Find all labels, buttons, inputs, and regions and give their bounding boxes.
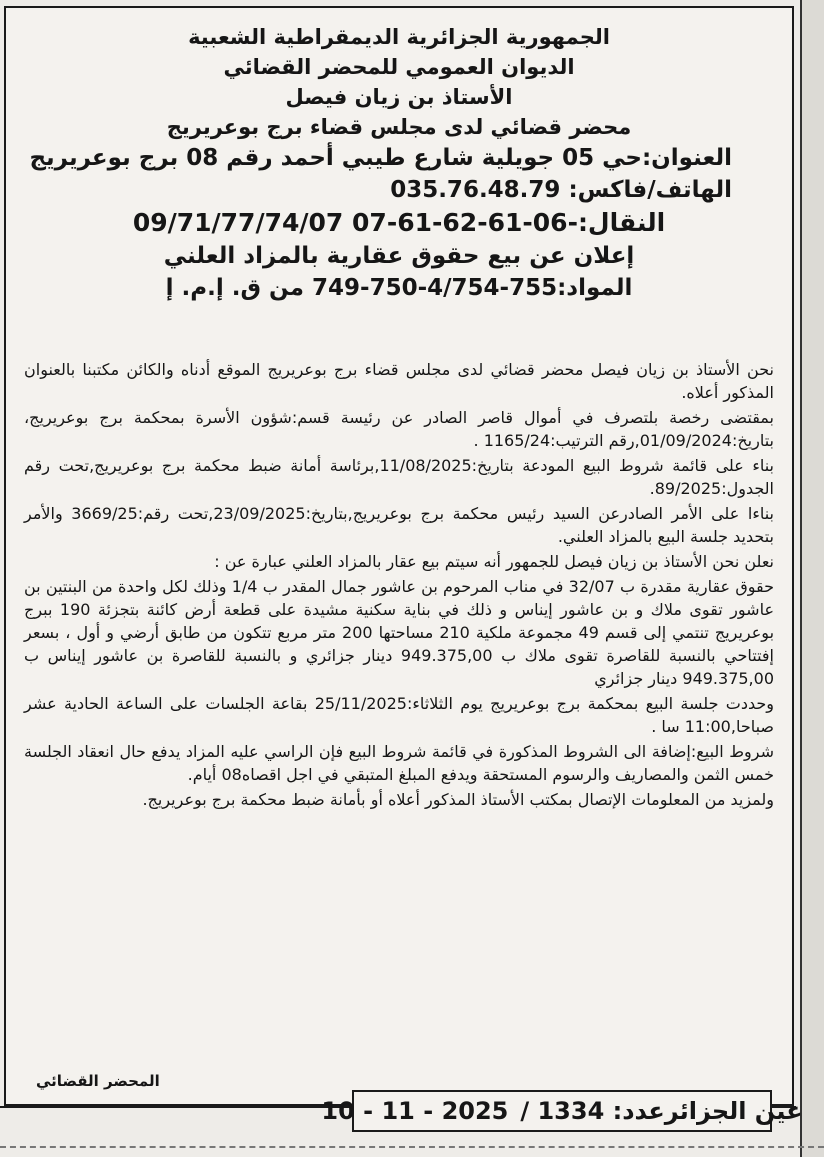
issue-date: 2025 - 11 - 10 [321,1097,509,1125]
paragraph-contact: ولمزيد من المعلومات الإتصال بمكتب الأستاذ المذكور أعلاه أو بأمانة ضبط محكمة برج بوعريريج. [142,790,774,809]
phone-fax-line: الهاتف/فاكس: 035.76.48.79 [390,177,732,203]
signature-label: المحضر القضائي [36,1072,160,1090]
office-title: الديوان العمومي للمحضر القضائي [223,55,575,79]
paragraph-sale-terms: شروط البيع:إضافة الى الشروط المذكورة في قائمة شروط البيع فإن الراسي عليه المزاد يدفع حال انعقاد الجلسة خمس الثمن والمصاريف والرسوم المستحقة ويدفع المبلغ المتبقي في اجل اقصاه08 أيام. [24,742,774,784]
paragraph-session: وحددت جلسة البيع بمحكمة برج بوعريريج يوم الثلاثاء:25/11/2025 بقاعة الجلسات على الساعة الحادية عشر صباحا,11:00 سا . [24,694,774,736]
address-line: العنوان:حي 05 جويلية شارع طيبي أحمد رقم 08 برج بوعريريج [29,145,732,171]
divider [0,1106,352,1108]
adjacent-page-edge [800,0,824,1157]
republic-title: الجمهورية الجزائرية الديمقراطية الشعبية [188,25,610,49]
legal-notice [4,6,794,1106]
mobile-line: النقال:-06-61-62-61-07 09/71/77/74/07 [132,208,666,237]
notice-title: إعلان عن بيع حقوق عقارية بالمزاد العلني [163,243,635,269]
bailiff-role: محضر قضائي لدى مجلس قضاء برج بوعريريج [166,115,632,139]
paragraph-announcement: نعلن نحن الأستاذ بن زيان فيصل للجمهور أنه سيتم بيع عقار بالمزاد العلني عبارة عن : [214,552,774,571]
cut-line [0,1146,824,1148]
paragraph-intro: نحن الأستاذ بن زيان فيصل محضر قضائي لدى مجلس قضاء برج بوعريريج الموقع أدناه والكائن مكتبنا بالعنوان المذكور أعلاه. [24,360,774,402]
bailiff-name: الأستاذ بن زيان فيصل [285,85,513,109]
legal-articles: المواد:755-4/754-750-749 من ق. إ.م. إ [165,275,633,301]
issue-box [321,1090,803,1132]
paragraph-property: حقوق عقارية مقدرة ب 32/07 في مناب المرحوم بن عاشور جمال المقدر ب 1/4 وذلك لكل واحدة من البنتين بن عاشور تقوى ملاك و بن عاشور إيناس و ذلك في بناية سكنية مشيدة على قطعة أرض كائنة بتجزئة 190 ببرج بوعريريج تنتمي إلى قسم 49 مجموعة ملكية 210 مساحتها 200 متر مربع تتكون من طابق أرضي و أول ، بسعر إفتتاحي بالنسبة للقاصرة تقوى ملاك ب 949.375,00 دينار جزائري و بالنسبة للقاصرة بن عاشور إيناس ب 949.375,00 دينار جزائري [24,577,775,688]
paragraph-conditions: بناء على قائمة شروط البيع المودعة بتاريخ:11/08/2025,برئاسة أمانة ضبط محكمة برج بوعريريج,تحت رقم الجدول:89/2025. [24,456,774,498]
paragraph-order: بناءا على الأمر الصادرعن السيد رئيس محكمة برج بوعريريج,بتاريخ:23/09/2025,تحت رقم:3669/25 والأمر بتحديد جلسة البيع بالمزاد العلني. [24,504,774,546]
paragraph-authorization: بمقتضى رخصة بلتصرف في أموال قاصر الصادر عن رئيسة قسم:شؤون الأسرة بمحكمة برج بوعريريج، بتاريخ:01/09/2024,رقم الترتيب:1165/24 . [24,408,774,450]
notice-body [24,358,774,813]
issue-number: عين الجزائرعدد: 1334 / [520,1097,803,1125]
notice-header [6,22,792,304]
